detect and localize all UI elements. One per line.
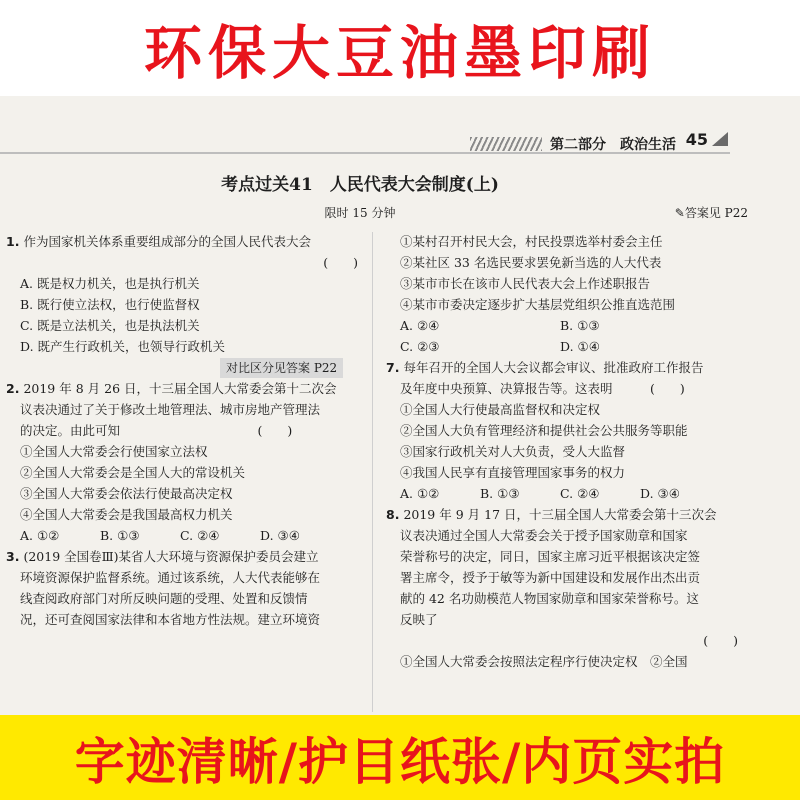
choice-row [386,316,746,337]
option-line: C. 既是立法机关，也是执法机关 [20,318,200,333]
page-title: 考点过关41 人民代表大会制度(上) [221,175,499,195]
option-line: D. 既产生行政机关，也领导行政机关 [20,339,226,354]
question-text-line: 的决定。由此可知 ( ) [20,423,293,438]
question-text-line: 署主席令，授予于敏等为新中国建设和发展作出杰出贡 [400,570,701,585]
question-number: 7. [386,360,400,375]
answer-reference [675,204,748,221]
hatch-decoration [470,137,542,151]
promo-banner-top: 环保大豆油墨印刷 [0,0,800,96]
choice-option: D. ①④ [560,339,600,354]
option-line: ②全国人大负有管理经济和提供社会公共服务等职能 [400,423,688,438]
time-limit: 限时 15 分钟 [324,206,396,220]
choice-option: B. ①③ [480,486,520,501]
column-divider [372,232,373,712]
answer-reference-text: 答案见 P22 [684,206,748,220]
option-line: ①某村召开村民大会，村民投票选举村委会主任 [400,234,663,249]
question-number: 8. [386,507,400,522]
choice-option [480,316,560,337]
option-line: ④某市市委决定逐步扩大基层党组织公推直选范围 [400,297,676,312]
option-line: ③全国人大常委会依法行使最高决定权 [20,486,233,501]
option-line: ③国家行政机关对人大负责，受人大监督 [400,444,626,459]
question-text-line: 议表决通过了关于修改土地管理法、城市房地产管理法 [20,402,321,417]
choice-option: A. ①② [20,528,60,543]
choice-option: C. ②④ [560,486,600,501]
choice-row [386,484,746,505]
question-stem [386,358,746,379]
option-line: A. 既是权力机关，也是执行机关 [20,276,200,291]
choice-row [6,526,366,547]
question-text-line: 况，还可查阅国家法律和本省地方性法规。建立环境资 [20,612,321,627]
choice-option: C. ②③ [400,339,440,354]
question-number: 1. [6,234,20,249]
option-line: ④我国人民享有直接管理国家事务的权力 [400,465,626,480]
question-text: 每年召开的全国人大会议都会审议、批准政府工作报告 [403,360,704,375]
option-line: ②全国人大常委会是全国人大的常设机关 [20,465,246,480]
option-line: B. 既行使立法权，也行使监督权 [20,297,200,312]
question-stem [6,232,366,253]
option-line: ①全国人大常委会行使国家立法权 [20,444,208,459]
answer-blank: ( ) [323,255,358,270]
right-column [386,232,746,673]
option-line: ①全国人大常委会按照法定程序行使决定权 ②全国 [400,654,688,669]
option-line: ④全国人大常委会是我国最高权力机关 [20,507,233,522]
section-title: 第二部分 政治生活 [550,137,676,153]
choice-option [480,337,560,358]
question-text: 2019 年 8 月 26 日，十三届全国人大常委会第十二次会 [23,381,337,396]
option-line: ①全国人大行使最高监督权和决定权 [400,402,601,417]
textbook-page [0,96,800,715]
question-text-line: 环境资源保护监督系统。通过该系统，人大代表能够在 [20,570,321,585]
question-text-line: 荣誉称号的决定，同日，国家主席习近平根据该决定签 [400,549,701,564]
question-number: 3. [6,549,20,564]
choice-option [640,316,720,337]
question-stem [6,379,366,400]
left-column [6,232,366,631]
question-text-line: 献的 42 名功勋模范人物国家勋章和国家荣誉称号。这 [400,591,699,606]
answer-blank: ( ) [703,633,738,648]
question-number: 2. [6,381,20,396]
choice-option: D. ③④ [640,486,680,501]
question-text: (2019 全国卷Ⅲ)某省人大环境与资源保护委员会建立 [23,549,319,564]
choice-option: A. ②④ [400,318,440,333]
question-stem [386,505,746,526]
choice-option: B. ①③ [560,318,600,333]
hint-tag: 对比区分见答案 P22 [220,358,343,378]
option-line: ③某市市长在该市人民代表大会上作述职报告 [400,276,651,291]
choice-option [640,337,720,358]
hint-row [6,358,366,379]
question-text-line: 反映了 [400,612,438,627]
choice-row [386,337,746,358]
choice-option: D. ③④ [260,528,300,543]
question-stem [6,547,366,568]
pen-icon: ✎ [674,206,685,220]
option-line: ②某社区 33 名选民要求罢免新当选的人大代表 [400,255,662,270]
promo-banner-bottom: 字迹清晰/护目纸张/内页实拍 [0,715,800,800]
question-text-line: 及年度中央预算、决算报告等。这表明 ( ) [400,381,685,396]
choice-option: B. ①③ [100,528,140,543]
question-text-line: 线查阅政府部门对所反映问题的受理、处置和反馈情 [20,591,308,606]
choice-option: C. ②④ [180,528,220,543]
choice-option: A. ①② [400,486,440,501]
corner-triangle-icon [712,132,728,146]
question-text: 作为国家机关体系重要组成部分的全国人民代表大会 [23,234,311,249]
question-text: 2019 年 9 月 17 日，十三届全国人大常委会第十三次会 [403,507,717,522]
question-text-line: 议表决通过全国人大常委会关于授予国家勋章和国家 [400,528,688,543]
page-number: 45 [685,130,708,149]
